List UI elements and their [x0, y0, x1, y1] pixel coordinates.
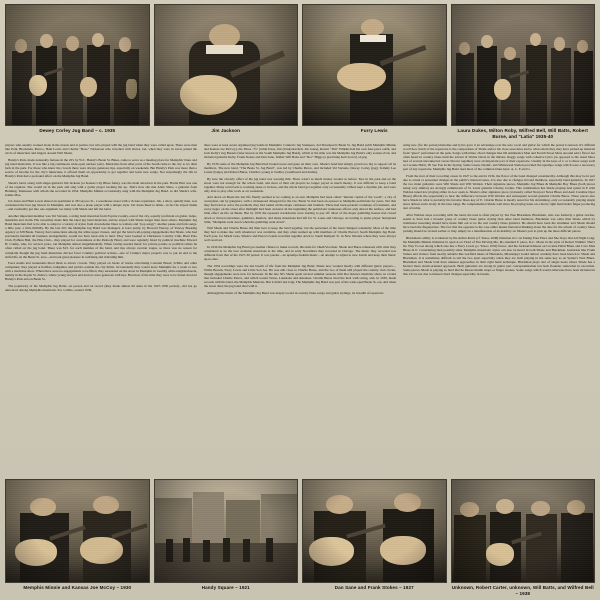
paragraph: From the start of their recording career in 1927 to the end in 1934, the flavor of the band changed considerably. Although this may be in part due to actual or personnel changes in the public's musical tastes, it is also due to changes in band members, especially band guitarists. In 1927 the two main guitarists were Will Shade and Will Weldon. Their signature pieces, Memphis Jug Blues & Memphis Boy Blues (both pieces being very similar) are strongly reminiscent of St. Louis guitarist Charley Jordan. This combination has Shade playing lead guitar in E with Weldon tuned low playing either in A or open A. Shade's other signature piece (variously called Newport News Blues and Aunt Caroline Dyer Blues) affords the opportunity to hear the difference between Will Weldon and subsequent second guitarist Charlie Burse. These pieces also have Shade in what is probably his favorite blues key of E. Charlie Burse is mostly noted for his strumming, only occasionally playing single notes almost exclu sively in the bass range. He complemented Shade well since his playing leans on a heavy right hand index finger producing alot of treble.	[403, 173, 595, 211]
paragraph: Food stands and restaurants hired them to attract crowds. They played on backs of trucks advertising Colonial Bread, Schlitz and other companies; they played at hatfires, ballgames and picnics outside the city limits. Occasionally they would leave Memphis for a week or two with a medicine show. When there were no engagements to be filled, they serenaded on the street in Memphis in wealthy white neighborhoods, mainly in the Poplar St. district, where young lawyers and doctors were generous with tips. But most of the time they were to be found down in Handy's Park and on Beale St.	[5, 261, 197, 282]
paragraph: Shade's band, along with singer-guitarist Jim Jackson (or Kansas City Blues fame), was the main attraction in the park. Hattie Hart was one of the regulars. She would sit in the park and sing with a guitar player backing her up. That's how she met Allen Shaw, a guitarist from Henning, Tennessee with whom she recorded in 1934. Memphis Minnie occasionally sang with the Memphis Jug Band, as did Shade's wife, Jennie Mae.	[5, 180, 197, 197]
photo-dewey-corley-jug-band	[5, 4, 150, 126]
photo-handy-square-1921	[154, 479, 299, 583]
column-3	[403, 143, 595, 491]
paragraph: The popularity of the Memphis Jug Band—in person and on record (they made almost 60 sides in the 1927-1930 period)—did not go unnoticed among Memphis musicians. For a while, around 1930,	[5, 284, 197, 293]
paragraph: there were at least seven organised jug bands in Memphis: Cannon's Jug Stompers, Jed Davenport's Beale St. Jug Band (with Memphis Minnie and Kansas Joe McCoy), the Three "J's" (Jabin Estes, Jim (Tank) Rachell, Jab Jones), Robert "Tim" Wilkins had his own four-piece outfit, and Jack Kelly's Jug Busters (later known as the South Memphis Jug Band), which at the time was the Memphis Jug Band's only serious rival, and included guitarist Kelly, Frank Stokes and Dan Sane, fiddler Will Batts and "Doc" Higgs (a practising herb doctor) on jug.	[204, 143, 396, 160]
liner-notes-columns	[5, 143, 595, 491]
paragraph: The 1934 recordings were the last breath of life from the Memphis Jug Band. Shade now worked mostly with different guitar players— Willie Borum, Furry Lewis and Little Son Joe. He was still close to Charlie Burse, and the two of them still played the country club circuit, though engagements were now far between. In the late 30's Shade spent several summer seasons with Doc Reese's medicine show, in a band that included Charlie Pierce, and which toured Texas, Louisiana and Arkansas. Charlie Burse tried his luck with swing, and, in 1939, made records with his band, the Memphis Mudcats. But it didn't last long. The Memphis Jug Band was part of the wide-open Beale St. era, and when the street died, the jug band died with it.	[204, 263, 396, 289]
bottom-photo-strip	[5, 479, 595, 583]
top-photo-captions	[5, 128, 595, 140]
top-photo-strip	[5, 4, 595, 126]
paragraph: In 1934 the Memphis Jug Band got another chance to make records, this time for Okeh/Vocalion. Shade and Burse rehearsed with what they considered to be the best available musicians at the time, and in early November they recorded in Chicago. The music they recorded was different from that of the 1927-30 period. It was jazzier—an uptempo hokum music—an attempt to adjust to new trends and keep their music up-to-date.	[204, 245, 396, 262]
paragraph: Blackman's ability is evidenced by his Arthur Pettis (cf. Yazoo 1038) imitation in C on Taking Your Place and She Stays Out All Night Long; his Memphis Minnie imitation in open A on Tired of You Driving Me, his standard E piece, K.C. Moan in the style of Robert Wilkins' That's No Way To Get Along which also has a Furry Lewis g.t. Yazoo 1050) flavor, and his Jackson/Johnson on Cocaine Habit Blues and Cave Man Blues in E. Considering then possibly other Memphis musicians' styles can also be heard in both Shade and Blackman. Guitarists like Frank Stokes and visitors from nearby suburbs like Garfield Akers of Hernando, Mississippi would almost certainly have been known to Shade and Blackman. It is sometimes difficult to tell the two apart especially when they are both playing in the same key as on Spider's Nest Blues. Blackman and Shade both have unusual approaches in their right hand technique. Blackman plays alot of single notes where Shade has a heavier more strum-oriented approach. Both guitarists are strong in guitar part conceptualization but both flounder somewhat in execution. Some pieces Shade is playing so hard that he misses thumb snaps or finger strokes. Some songs which would otherwise have been included in this LP are not due to missed chord changes especially in breaks.	[403, 235, 595, 277]
paragraph: Will Shade and Charlie Burse did their best to keep the band together, but the personnel of the band changed constantly. Most of the time they had to make due with whomever was available, and they often teamed up with members of Charlie Pierce's South Memphis Jug Band. Each year, for Mardi Gras, Shade's and Pierce's bands travelled together down to South Rampart St. in New Orleans where they were always well received.	[204, 226, 396, 243]
photo-memphis-minnie-kansas-joe	[5, 479, 150, 583]
caption-jim-jackson: Jim Jackson	[211, 128, 241, 133]
caption-unknown-robert-carter-group: Unknown, Robert Carter, unknown, Will Batts, and Wilfred Bell – 1938	[451, 585, 594, 596]
photo-furry-lewis	[302, 4, 447, 126]
photo-dan-sane-frank-stokes-1927	[302, 479, 447, 583]
paragraph: After Weldon stops recording with the band, the lead is often played by Tee Wee Blackman. Blackman, who was formerly a guitar teacher, seems to have had a broader grasp of country blues guitar styling than other band members. Blackman was older than Shade which by traditional reasoning should have made him out to be the real country blues guitarist. He should have been the strummer and Shade should have been the fingerpicker. The fact that the opposite is the case either means historical thinking about the date for the advent of country blues picking should be revised earlier or may simply be a manifestation of an inability on Shade's part to pick up the more difficult pieces.	[403, 212, 595, 234]
column-1	[5, 143, 197, 491]
paragraph: Handy's Park, made nationally famous in the 20's by W.C. Handy's Beale St. Blues, came to serve as a meeting place for Memphis' blues and jug band musicians. It was like a big continuous wide-open outdoor party. Musicians from other parts of the South came to the city to try their luck in the park. For those who knew the crowds there were always generous tips, especially on weekends. But Handy's Park was more than a source of income for the city's musicians, it offered them an opportunity to get together and learn new songs. Not surprisingly the life in Handy's Park had a profound effect on the Memphis Jug Band.	[5, 157, 197, 178]
caption-furry-lewis: Furry Lewis	[360, 128, 388, 133]
paragraph: using new (for the period) melodies and lyrics gave it an advantage over the solo vocal and guitar for which the period is known. It's difficult to tell how much of the repertoire is the composition of Shade and/or his close associates and to what extent they may have picked up material from "guest" performers in the park. Songs with minor chord changes like Oh Ambulance Man and Fourth Street Mess Around add a flavor not often heard in country blues until the advent of Walter Davis in the thirties. Raggy songs with cohesive lyrics (as opposed to the usual blues lure of several unconnected verses thrown together) were an important part of their repertoire. Usually in the keys of C or G these songs such as Cocaine Habit, I'll See You In the Spring, Sadie Green, Dealin', and Whitewash Station provided the uptempo songs which were a necessary part of any repertoire. Memphis Jug Band used most of the common blues keys: A, C, E and G.	[403, 143, 595, 172]
bottom-photo-captions	[5, 585, 595, 597]
paragraph: Although the music of the Memphis Jug Band was deeply rooted in country blues songs and guitar stylings, its breadth of repertoire	[207, 290, 384, 295]
photo-jim-jackson	[154, 4, 299, 126]
paragraph: By now the cleverly effect of the jug band was wearing thin. There wasn't as much money around as before. Tips in the park and on the street were not enough for the whole band, and most of their em ployers no longer payed as much money. It was difficult to keep a band together. Many went back to working alone or in duos, and the whole band got together only occasionally. Others kept a daytime job, and were only able to play after work or on weekends.	[204, 176, 396, 193]
photo-unknown-robert-carter-will-batts-wilfred-bell-1938	[451, 479, 596, 583]
caption-laura-dukes-band: Laura Dukes, Milton Roby, Wilfred Bell, Will Batts, Robert Burse, and "Latia" 1935-40	[457, 128, 588, 139]
paragraph: And down on Beale the last life finally seemed to be coming to an end. Memphis had been called "murder capital of the world", a city of corruption, run by gangsters, with a widespread disregard for the law. Beale St. had been an eyesore to Memphis politicians for years. Not that they had tried to solve the problem; they had raided all the major cathouses and brothels. There had been periodic roundups of transients, and every negro on the street after midnight had been arrested. In the beginning the politicians' numerous efforts only stirred the surface, and had little effect on life on Beale. But by 1935 the repeated crackdowns were starting to pay off. Most of the major gambling houses had closed down or moved elsewhere, gamblers, hustlers, and many musicians had left for St. Louis and Chicago. According to piano player Sunnyland Slim, "Memphis went down when the gambling went down".	[204, 195, 396, 224]
caption-dan-sane-frank-stokes: Dan Sane and Frank Stokes – 1927	[334, 585, 414, 590]
caption-handy-square: Handy Square – 1921	[201, 585, 250, 590]
column-2	[204, 143, 396, 491]
paragraph: By 1930 some of the Memphis Jug Band had broken loose and gone on their own. Shade's band had simply grown too big to support all its members. The new band, "The Beale St. Jug Band", was led by Charlie Pierce, and included Vol Stevens, Dewey Corley (jug), Tommy Lee Luster (banjo) and Robert Burse, Charlie's young er brother, (washboard and drums).	[204, 161, 396, 174]
paragraph: Another important member was Vol Stevens, a string band musician from Fayette County, east of the city, equally proficient on guitar, banjo, mandolin and violin. His versatility made him the ideal jug band musician, and he stayed with Shade longer than most others. Memphis Jug Band musicians had to be able to adapt to a variety of styles from down-home blues to waltzes and "pop songs"; another pause and folk songs, a little jazz, a little hillbilly. By the late 20's the Memphis Jug Band was managed, at least partly, by Howard Yancey, of Yancey Booking Agency at 328 Beale. Yancey had connections among the white upper classes, and got the band well-paying engagements that Shade, who had previously handled all business arrangements, would not have been able to land. They were booked at Chickasaw Country Club, Hunt Polo Club, Pythian Hall, the Elks Club... they played for conventions at the Peabody Hotel, and were regularly hired by political machine Edward H. Crump, who, for several years, ran Memphis almost singlehandedly. When Crump needed music for private parties or political rallies he often called on the jug band. There was $15. for each member of the band, and tips always overran wages, so there was no reason for complaint though the jug band musicians did not favor Crump's political actions—one of Crump's major projects was to put an end to the sinful life on the Beale St. area—and took great pleasure in satirizing and ridiculing him.	[5, 214, 197, 259]
paragraph: players who usually worked alone in the streets and at parties, but who played with the jug band when they were called upon. There were men like Polk, Blackman, Plexco, Ham Lewis and Charlie "Bozo" Nickerson who travelled with shows, but, when they were in town, joined the circle of musicians and singers around Will Shade.	[5, 143, 197, 156]
caption-dewey-corley-jug-band: Dewey Corley Jug Band – c. 1935	[39, 128, 116, 133]
paragraph: Jab Jones and Ham Lewis shared an apartment at 28 Gayoso St., a warehouse street with a vicious reputation. Jab, a short, spindly man, was considered the best jug blower in Memphis, and was also a piano player with a unique style. Jab Jones liked to drink—in fact he stayed drunk—and eventually got into one argument too many with Shade and left the band.	[5, 199, 197, 212]
photo-laura-dukes-band	[451, 4, 596, 126]
caption-memphis-minnie-kansas-joe: Memphis Minnie and Kansas Joe McCoy – 1930	[23, 585, 132, 590]
bottom-photo-section	[5, 479, 595, 597]
